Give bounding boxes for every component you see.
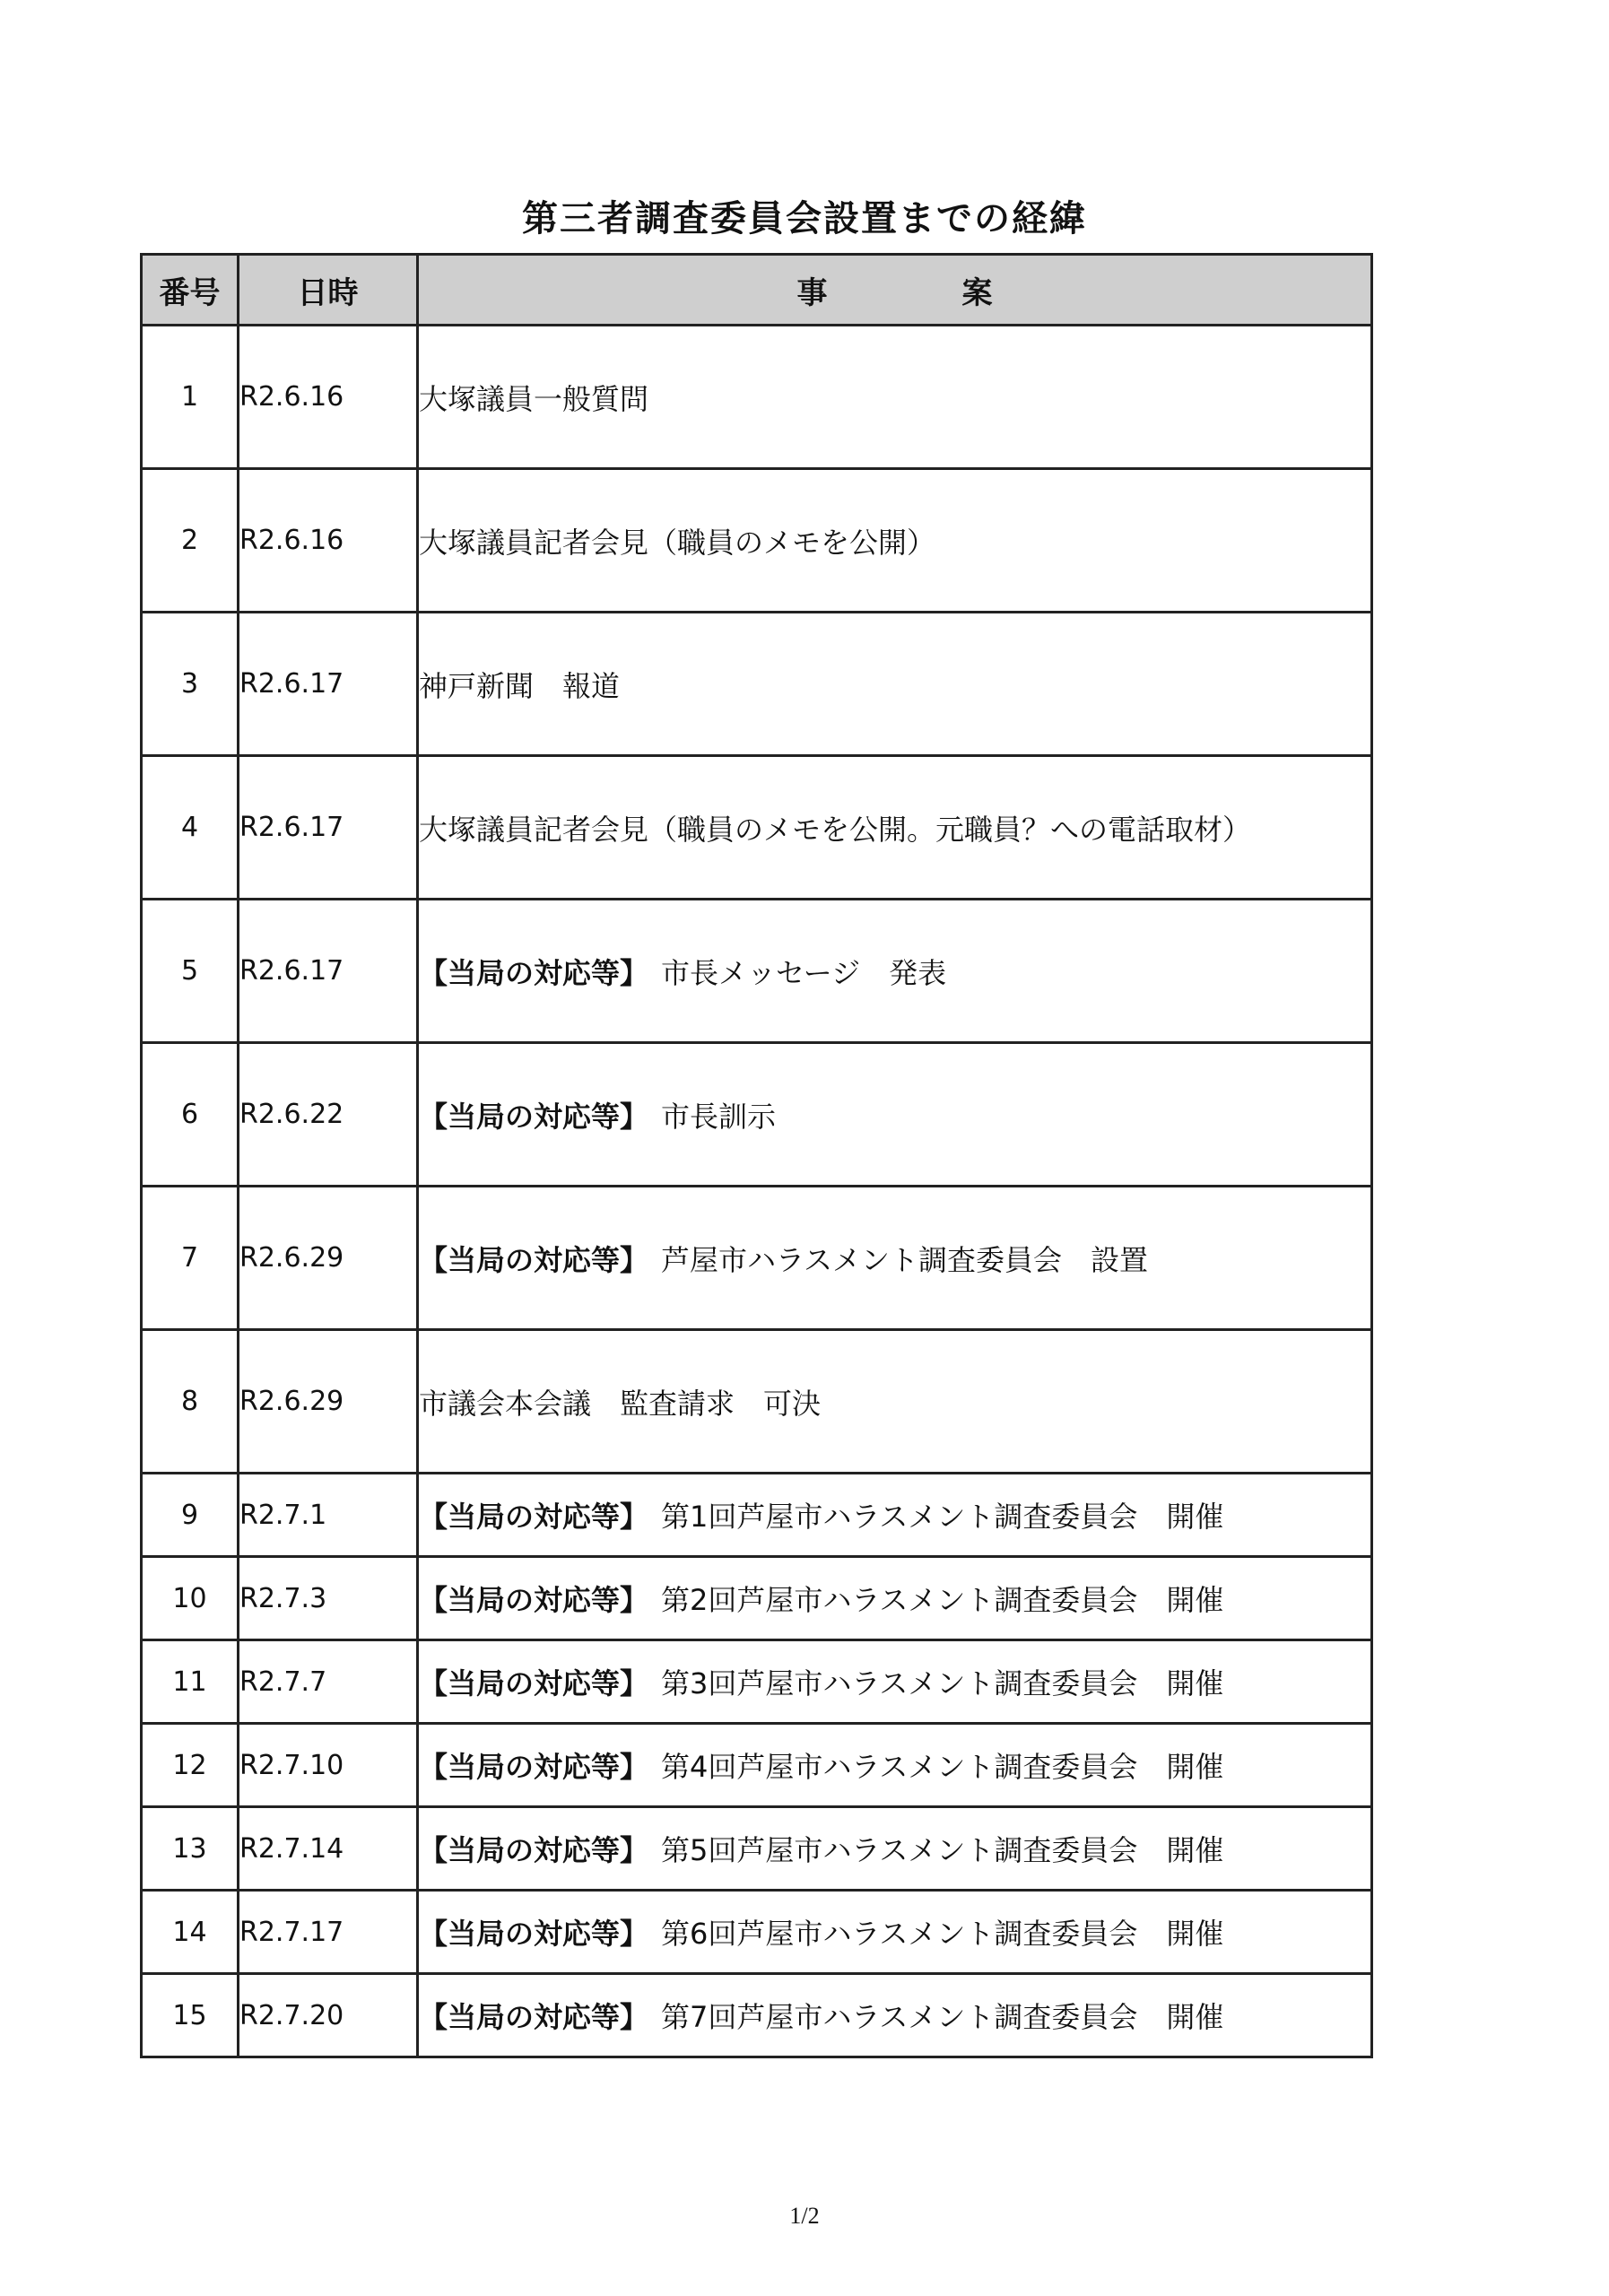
row-tag: 【当局の対応等】 <box>419 1666 649 1700</box>
row-text: 第7回芦屋市ハラスメント調査委員会 開催 <box>661 2000 1224 2034</box>
row-number: 11 <box>142 1640 239 1724</box>
row-tag: 【当局の対応等】 <box>419 1242 649 1277</box>
row-date: R2.6.29 <box>239 1330 418 1474</box>
table-row <box>142 1974 1372 2057</box>
table-row <box>142 1330 1372 1474</box>
row-case <box>418 326 1372 469</box>
table-row <box>142 1187 1372 1330</box>
header-case <box>418 255 1372 326</box>
table-row <box>142 1724 1372 1807</box>
row-text: 第6回芦屋市ハラスメント調査委員会 開催 <box>661 1917 1224 1951</box>
row-text: 第5回芦屋市ハラスメント調査委員会 開催 <box>661 1833 1224 1867</box>
table-row <box>142 469 1372 613</box>
row-case <box>418 1974 1372 2057</box>
row-tag: 【当局の対応等】 <box>419 1917 649 1951</box>
row-date: R2.6.16 <box>239 326 418 469</box>
table-row <box>142 1043 1372 1187</box>
row-tag: 【当局の対応等】 <box>419 955 649 990</box>
row-date: R2.7.3 <box>239 1557 418 1640</box>
row-case <box>418 1043 1372 1187</box>
page-title: 第三者調査委員会設置までの経緯 <box>522 198 1087 239</box>
row-date: R2.6.29 <box>239 1187 418 1330</box>
row-text: 市長訓示 <box>661 1099 777 1134</box>
row-date: R2.7.7 <box>239 1640 418 1724</box>
row-case <box>418 1724 1372 1807</box>
row-text: 大塚議員記者会見（職員のメモを公開。元職員？への電話取材） <box>419 812 1252 847</box>
row-number: 15 <box>142 1974 239 2057</box>
header-number: 番号 <box>142 255 239 326</box>
row-date: R2.6.17 <box>239 756 418 900</box>
table-row <box>142 613 1372 756</box>
row-date: R2.7.17 <box>239 1891 418 1974</box>
row-text: 第3回芦屋市ハラスメント調査委員会 開催 <box>661 1666 1224 1700</box>
row-number: 7 <box>142 1187 239 1330</box>
row-number: 9 <box>142 1474 239 1557</box>
row-tag: 【当局の対応等】 <box>419 1500 649 1534</box>
table-row <box>142 900 1372 1043</box>
row-text: 神戸新聞 報道 <box>419 668 621 703</box>
header-date: 日時 <box>239 255 418 326</box>
history-table <box>140 253 1373 2058</box>
row-number: 4 <box>142 756 239 900</box>
row-case <box>418 1330 1372 1474</box>
row-case <box>418 756 1372 900</box>
row-case <box>418 613 1372 756</box>
table-row <box>142 1557 1372 1640</box>
row-date: R2.6.16 <box>239 469 418 613</box>
row-text: 大塚議員記者会見（職員のメモを公開） <box>419 525 936 560</box>
header-case-right: 案 <box>961 274 993 311</box>
row-text: 大塚議員一般質問 <box>419 381 649 416</box>
row-case <box>418 1640 1372 1724</box>
row-case <box>418 1187 1372 1330</box>
row-tag: 【当局の対応等】 <box>419 1833 649 1867</box>
row-date: R2.6.22 <box>239 1043 418 1187</box>
row-date: R2.7.20 <box>239 1974 418 2057</box>
row-number: 1 <box>142 326 239 469</box>
row-tag: 【当局の対応等】 <box>419 1099 649 1134</box>
row-number: 8 <box>142 1330 239 1474</box>
row-case <box>418 900 1372 1043</box>
row-text: 市議会本会議 監査請求 可決 <box>419 1386 822 1421</box>
row-case <box>418 1557 1372 1640</box>
row-number: 5 <box>142 900 239 1043</box>
header-case-left: 事 <box>796 274 828 311</box>
row-text: 第2回芦屋市ハラスメント調査委員会 開催 <box>661 1583 1224 1617</box>
table-row <box>142 1640 1372 1724</box>
table-row <box>142 756 1372 900</box>
row-text: 市長メッセージ 発表 <box>661 955 947 990</box>
row-text: 第4回芦屋市ハラスメント調査委員会 開催 <box>661 1750 1224 1784</box>
table-row <box>142 1891 1372 1974</box>
row-date: R2.7.10 <box>239 1724 418 1807</box>
table-row <box>142 1807 1372 1891</box>
table-row <box>142 1474 1372 1557</box>
row-number: 2 <box>142 469 239 613</box>
row-tag: 【当局の対応等】 <box>419 1750 649 1784</box>
row-case <box>418 1807 1372 1891</box>
row-text: 芦屋市ハラスメント調査委員会 設置 <box>661 1242 1149 1277</box>
row-number: 6 <box>142 1043 239 1187</box>
row-date: R2.6.17 <box>239 900 418 1043</box>
row-case <box>418 1891 1372 1974</box>
row-number: 10 <box>142 1557 239 1640</box>
page-number: 1/2 <box>789 2203 820 2229</box>
row-date: R2.7.1 <box>239 1474 418 1557</box>
row-case <box>418 469 1372 613</box>
row-number: 13 <box>142 1807 239 1891</box>
row-text: 第1回芦屋市ハラスメント調査委員会 開催 <box>661 1500 1224 1534</box>
table-row <box>142 326 1372 469</box>
row-tag: 【当局の対応等】 <box>419 2000 649 2034</box>
row-number: 12 <box>142 1724 239 1807</box>
table-body <box>142 326 1372 2057</box>
row-number: 14 <box>142 1891 239 1974</box>
row-date: R2.7.14 <box>239 1807 418 1891</box>
table-header-row <box>142 255 1372 326</box>
row-case <box>418 1474 1372 1557</box>
row-date: R2.6.17 <box>239 613 418 756</box>
row-tag: 【当局の対応等】 <box>419 1583 649 1617</box>
row-number: 3 <box>142 613 239 756</box>
